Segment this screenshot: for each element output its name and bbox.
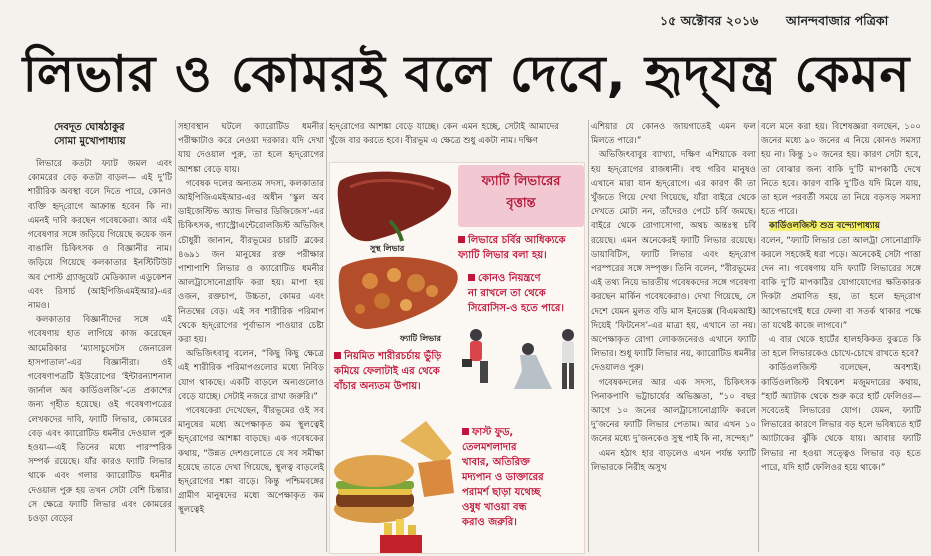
fact-text: মদ্যপান ও ডাক্তারের: [462, 472, 544, 483]
fact-text: ফ্যাটি লিভার বলা হয়।: [458, 250, 547, 261]
column-divider: [326, 120, 327, 552]
healthy-liver-label: সুস্থ লিভার: [370, 244, 405, 253]
highlighted-name: কার্ডিওলজিস্ট শুভ্র বন্দ্যোপাধ্যায়: [769, 221, 880, 232]
newspaper-name: আনন্দবাজার পত্রিকা: [786, 13, 889, 28]
fact-text: ওষুধ খাওয়া বন্ধ: [462, 502, 527, 513]
fact-text: ফাস্ট ফুড,: [472, 427, 514, 438]
paragraph: এমন হঠাৎ হার বাড়লেও এখন পর্যন্ত ফ্যাটি লিভারকে নিরীহ অসুখ: [591, 448, 756, 473]
fact-line: [458, 233, 584, 248]
fact-block: [462, 425, 584, 530]
paragraph: এ বার থেকে হার্টের হালহকিকত বুঝতে কি তা হলে লিভারকেও চোখে-চোখে রাখতে হবে?: [761, 335, 921, 360]
paragraph: অভিজিৎবাবু বলেন, “কিছু কিছু ক্ষেত্রে এই শারীরিক পরিমাপগুলোর মধ্যে নিবিড় যোগ থাকছে। একটি বাড়লে অন্যগুলোও বেড়ে যাচ্ছে। সেটাই নজরে রাখা জরুরি।”: [178, 349, 324, 402]
fatty-liver-label: ফ্যাটি লিভার: [400, 334, 441, 343]
fact-text: করাও জরুরি।: [462, 517, 517, 528]
bullet-icon: [462, 428, 469, 435]
fact-block: [468, 271, 584, 316]
paragraph: [761, 219, 921, 233]
fact-line: [334, 349, 464, 364]
healthy-liver-illustration: [338, 172, 451, 242]
fact-block: [334, 349, 464, 394]
fact-text: বাঁচার অন্যতম উপায়।: [334, 381, 421, 392]
author-name: সোমা মুখোপাধ্যায়: [54, 136, 126, 147]
paragraph: কার্ডিওলজিস্ট বলেছেন, অবশ্যই। কার্ডিওলজিস্ট বিশ্বকেশ মজুমদারের কথায়, “হার্ট অ্যাটাক থেকে শুরু করে হার্ট ফেলিওর—সবেতেই লিভারের যোগ। যেমন, ফ্যাটি লিভারের কারণে লিভার বড় হলে ভবিষ্যতে হার্ট অ্যাটাকের ঝুঁকি থেকে যায়। আবার ফ্যাটি লিভার না হওয়া সত্ত্বেও লিভার বড় হতে পারে, যদি হার্ট ফেলিওর হয়ে থাকে।”: [761, 363, 921, 473]
infographic-title-text: [458, 171, 584, 215]
fact-text: লিভারে চর্বির আধিক্যকে: [468, 235, 566, 246]
fact-block: [458, 233, 584, 263]
paragraph: হৃদ্‌রোগের আশঙ্কা বেড়ে যাচ্ছে। কেন এমন হচ্ছে, সেটাই আমাদের খুঁজে বার করতে হবে। বীরভূম এ ক্ষেত্রে শুধু একটা নাম। দক্ষিণ: [329, 122, 559, 147]
bullet-icon: [468, 274, 475, 281]
author-name: দেবদূত ঘোষঠাকুর: [54, 122, 125, 133]
infographic-title: [458, 165, 584, 227]
paragraph: গবেষকেরা দেখেছেন, বীরভূমের ওই সব মানুষের মধ্যে অপেক্ষাকৃত কম স্থূলত্বেই হৃদ্‌রোগের আশঙ্কা বাড়ছে। এক গবেষকের কথায়, “উন্নত দেশগুলোতে যে সব সমীক্ষা হয়েছে তাতে দেখা গিয়েছে, স্থূলত্ব বাড়লেই হৃদ্‌রোগের শঙ্কা বাড়ে। কিন্তু পশ্চিমবঙ্গের গ্রামীণ মানুষদের মধ্যে অপেক্ষাকৃত কম স্থূলত্বেই: [178, 406, 324, 516]
fast-food-illustration: [334, 421, 454, 554]
article-column-5: [761, 120, 921, 552]
paragraph: অভিজিৎবাবুর ব্যাখ্যা, দক্ষিণ এশিয়াকে বলা হয় হৃদ্‌রোগের রাজধানী। বহু গরিব মানুষও এখানে মারা যান হৃদ্‌রোগে। এর কারণ কী তা খুঁজতে গিয়ে দেখা গিয়েছে, যাঁরা বাইরে থেকে দেখতে মোটা নন, তাঁদেরও পেটে চর্বি জমছে। বাইরে থেকে রোগাসোগা, অথচ অন্তঃস্থ চর্বি রয়েছে। এমন অনেকেরই ফ্যাটি লিভার রয়েছে। ডায়াবিটিস, ফ্যাটি লিভার এবং হৃদ্‌রোগ পরস্পরের সঙ্গে সম্পৃক্ত। তিনি বলেন, “বীরভূমের এই তথ্য নিয়ে ভারতীয় গবেষকদের সঙ্গে গবেষণা করছেন মার্কিন গবেষকেরাও। দেখা গিয়েছে, সে দেশে যেমন মুলত বডি মাস ইনডেক্স (বিএমআই) দিয়েই ‘ফিটনেস’-এর মাত্রা হয়, এখানে তা নয়। অপেক্ষাকৃত রোগা লোকজনেরও এখানে ফ্যাটি লিভার। শুধু ফ্যাটি লিভার নয়, ক্যারোটিড ধমনীর দেওয়ালও পুরু।: [591, 150, 756, 374]
column-divider: [588, 120, 589, 552]
fact-text: কমিয়ে ফেলাটাই এর থেকে: [334, 366, 440, 377]
exercise-illustration: [462, 329, 574, 389]
fact-text: তেলমশলাদার: [462, 442, 517, 453]
bullet-icon: [458, 236, 465, 243]
article-column-2: [178, 120, 324, 552]
fact-text: সিরোসিস-ও হতে পারে।: [468, 303, 564, 314]
paragraph: গবেষকদলের আর এক সদস্য, চিকিৎসক পিনাকপাণি ভট্টাচার্যের অভিজ্ঞতা, “১০ বছর আগে ১০ জনের আলট্রাসোনোগ্রাফি করলে দু’জনের ফ্যাটি লিভার পেতাম। আর এখন ১০ জনের মধ্যে দু’জনকেও সুস্থ পাই কি না, সন্দেহ।”: [591, 377, 756, 445]
fatty-liver-illustration: [339, 257, 458, 329]
issue-date: ১৫ অক্টোবর ২০১৬: [660, 13, 759, 28]
title-line: বৃত্তান্ত: [506, 196, 536, 211]
column-divider: [175, 120, 176, 552]
paragraph: কলকাতার বিজ্ঞানীদের সঙ্গে এই গবেষণায় হাত লাগিয়ে কাজ করেছেন আমেরিকার ‘ম্যাসাচুসেটস জেনারেল হাসপাতাল’-এর বিজ্ঞানীরা। ওই গবেষণাপত্রটি ইউরোপের ‘ইন্টারন্যাশনাল জার্নাল অব কার্ডিওলজি’-তে প্রকাশের জন্য গৃহীত হয়েছে। ওই গবেষণাপত্রের লেখকদের দাবি, ফ্যাটি লিভার, কোমরের বেড় এবং ক্যারোটিড ধমনীর দেওয়াল পুরু হওয়া—এই তিনের মধ্যে পারস্পরিক সম্পর্ক রয়েছে। যাঁর কারও ফ্যাটি লিভার থাকে এবং গলার ক্যারোটিড ধমনীর দেওয়াল পুরু হয় তখন সেটা বেশি চিন্তার। সে ক্ষেত্রে ফ্যাটি লিভার এবং কোমরের চওড়া বেড়ের: [28, 315, 172, 525]
fact-line: [468, 271, 584, 286]
article-column-4: [591, 120, 756, 552]
fact-text: পরামর্শ ছাড়া যথেচ্ছ: [462, 487, 541, 498]
fact-text: খাবার, অতিরিক্ত: [462, 457, 530, 468]
paragraph: গবেষক দলের অন্যতম সদস্য, কলকাতার আইপিজিএমইআর-এর অধীন ‘স্কুল অব ডাইজেস্টিভ অ্যান্ড লিভার ডিজিজেস’-এর চিকিৎসক, গ্যাস্ট্রোএন্টেরোলজিস্ট অভিজিৎ চৌধুরী জানান, বীরভূমের চারটি ব্লকের ৪৬৯১ জন মানুষের রক্ত পরীক্ষার পাশাপাশি লিভার ও ক্যারোটিড ধমনীর আলট্রাসোনোগ্রাফি করা হয়। মাপা হয় ওজন, রক্তচাপ, উচ্চতা, কোমর এবং নিতম্বের বেড়। এই সব শারীরিক পরিমাপ থেকে হৃদ্‌রোগের পূর্বাভাস পাওয়ার চেষ্টা করা হয়।: [178, 178, 324, 346]
headline: লিভার ও কোমরই বলে দেবে, হৃদ্‌যন্ত্র কেমন: [22, 45, 911, 103]
fact-line: [462, 425, 584, 440]
paragraph: সহাবস্থান ঘটলে ক্যারোটিড ধমনীর পরীক্ষাটাও করে নেওয়া দরকার। যদি দেখা যায় দেওয়াল পুরু, তা হলে হৃদ্‌রোগের আশঙ্কা বেড়ে যায়।: [178, 122, 324, 175]
paragraph: এশিয়ার যে কোনও জায়গাতেই এমন ফল মিলতে পারে।”: [591, 122, 756, 147]
title-line: ফ্যাটি লিভারের: [481, 174, 561, 189]
byline: [54, 121, 126, 149]
infographic-fatty-liver: [329, 162, 585, 554]
paragraph: লিভারে কতটা ফ্যাট জমল এবং কোমরের বেড় কতটা বাড়ল— এই দু’টি শারীরিক অবস্থা বলে দিতে পারে, কোনও ব্যক্তি হৃদ্‌রোগে আক্রান্ত হবেন কি না। এমনই দাবি করছেন গবেষকেরা। আর এই গবেষণার সঙ্গে জড়িয়ে গিয়েছে কয়েক জন বাঙালি চিকিৎসক ও বিজ্ঞানীর নাম। জড়িয়ে গিয়েছে কলকাতার ইনস্টিটিউট অব পোস্ট গ্র্যাজুয়েট মেডিক্যাল এডুকেশন এবং রিসার্চ (আইপিজিএমইআর)-এর নামও।: [28, 159, 172, 312]
fact-text: নিয়মিত শারীরচর্চায় ভুঁড়ি: [344, 351, 442, 362]
fact-text: না রাখলে তা থেকে: [468, 288, 546, 299]
masthead: [600, 10, 920, 32]
column-divider: [758, 120, 759, 552]
fact-text: কোনও নিয়ন্ত্রণে: [478, 273, 541, 284]
paragraph: বলে মনে করা হয়। বিশেষজ্ঞরা বলছেন, ১০০ জনের মধ্যে ৯০ জনের এ নিয়ে কোনও সমস্যা হয় না। কিন্তু ১০ জনের হয়। কারণ সেটা হবে, তা বোঝার জন্য বাকি দু’টি মাপকাঠি দেখে নিতে হবে। কারণ বাকি দু’টিও যদি মিলে যায়, তা হলে পরবর্তী সময়ে তা নিয়ে বড়সড় সমস্যা হতে পারে।: [761, 122, 921, 218]
paragraph: বলেন, “ফ্যাটি লিভার তো আলট্রা সোনোগ্রাফি করলে সহজেই ধরা পড়ে। অনেকেই সেটা পাত্তা দেন না। গবেষণায় যদি ফ্যাটি লিভারের সঙ্গে বাকি দু’টি মাপকাঠির যোগাযোগের ক্ষতিকারক দিকটা প্রমাণিত হয়, তা হলে হৃদ্‌রোগ আগেভাগেই ধরে ফেলা বা সতর্ক থাকার পক্ষে তা যথেষ্ট কাজে লাগবে।”: [761, 235, 921, 331]
bullet-icon: [334, 352, 341, 359]
article-column-1: [28, 157, 172, 552]
article-column-3: [329, 120, 559, 160]
